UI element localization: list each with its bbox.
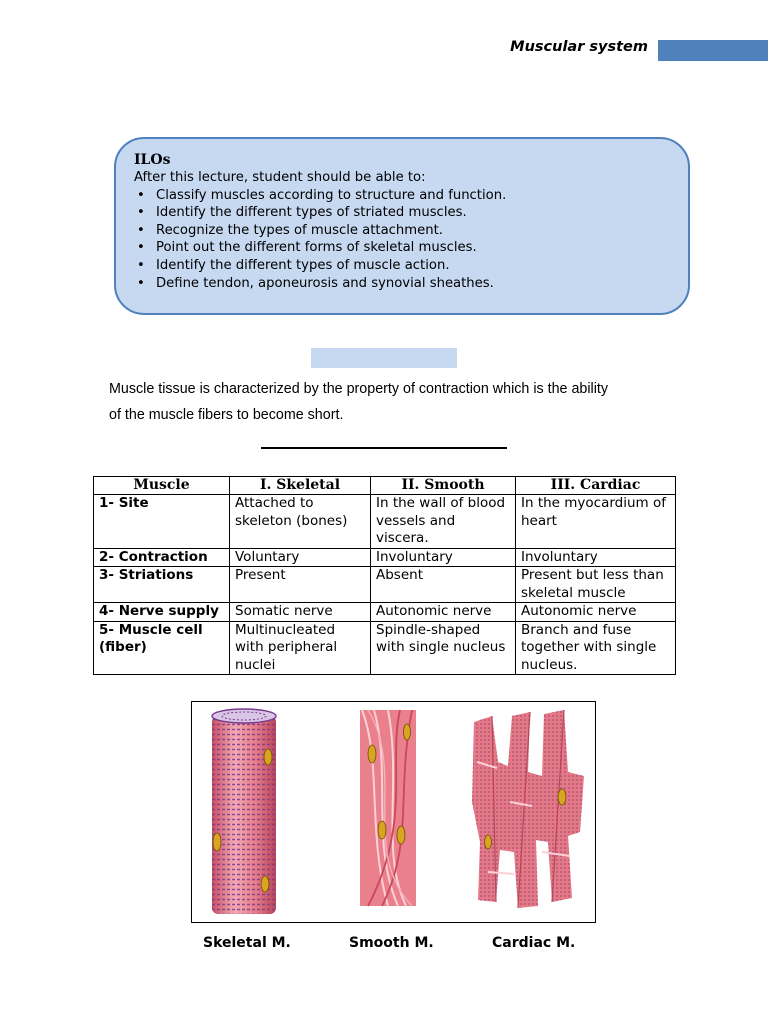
table-cell: Autonomic nerve <box>516 603 676 622</box>
ilos-box <box>114 137 690 315</box>
table-row <box>94 603 676 622</box>
row-label: 1- Site <box>94 495 230 549</box>
table-row <box>94 548 676 567</box>
muscle-fibers-illustration <box>192 702 595 922</box>
ilos-list <box>134 187 670 293</box>
row-label: 3- Striations <box>94 567 230 603</box>
header-accent-bar <box>658 40 768 61</box>
table-header-row <box>94 477 676 495</box>
table-cell: In the wall of blood vessels and viscera. <box>371 495 516 549</box>
column-header: II. Smooth <box>371 477 516 495</box>
section-heading-highlight <box>311 348 457 368</box>
table-row <box>94 567 676 603</box>
page-header-title: Muscular system <box>510 39 648 55</box>
intro-paragraph <box>109 376 669 428</box>
table-cell: Somatic nerve <box>230 603 371 622</box>
table-cell: Voluntary <box>230 548 371 567</box>
ilo-item: • Identify the different types of muscle action. <box>134 257 670 275</box>
skeletal-muscle-fiber <box>212 709 276 914</box>
ilos-title: ILOs <box>134 152 171 168</box>
table-cell: Present but less than skeletal muscle <box>516 567 676 603</box>
table-cell: Branch and fuse together with single nucleus. <box>516 621 676 675</box>
table-cell: Absent <box>371 567 516 603</box>
intro-line: Muscle tissue is characterized by the property of contraction which is the ability <box>109 381 609 397</box>
table-cell: Involuntary <box>371 548 516 567</box>
smooth-caption: Smooth M. <box>349 935 434 951</box>
subheading-underline <box>261 447 507 449</box>
table-cell: Attached to skeleton (bones) <box>230 495 371 549</box>
table-row <box>94 495 676 549</box>
column-header: III. Cardiac <box>516 477 676 495</box>
cardiac-caption: Cardiac M. <box>492 935 576 951</box>
row-label: 4- Nerve supply <box>94 603 230 622</box>
muscle-comparison-table <box>93 476 676 675</box>
table-cell: Spindle-shaped with single nucleus <box>371 621 516 675</box>
ilo-item: • Identify the different types of striated muscles. <box>134 204 670 222</box>
table-cell: In the myocardium of heart <box>516 495 676 549</box>
table-cell: Involuntary <box>516 548 676 567</box>
row-label: 5- Muscle cell (fiber) <box>94 621 230 675</box>
skeletal-caption: Skeletal M. <box>203 935 291 951</box>
ilo-item: • Recognize the types of muscle attachment. <box>134 222 670 240</box>
row-label: 2- Contraction <box>94 548 230 567</box>
table-cell: Present <box>230 567 371 603</box>
ilo-item: • Define tendon, aponeurosis and synovial sheathes. <box>134 275 670 293</box>
intro-line: of the muscle fibers to become short. <box>109 407 344 423</box>
table-cell: Multinucleated with peripheral nuclei <box>230 621 371 675</box>
ilos-intro: After this lecture, student should be able to: <box>134 170 426 185</box>
table-row <box>94 621 676 675</box>
ilo-item: • Point out the different forms of skeletal muscles. <box>134 239 670 257</box>
column-header: Muscle <box>94 477 230 495</box>
ilo-item: • Classify muscles according to structure and function. <box>134 187 670 205</box>
column-header: I. Skeletal <box>230 477 371 495</box>
cardiac-muscle-fibers <box>472 710 584 908</box>
smooth-muscle-fibers <box>360 710 416 906</box>
muscle-types-figure <box>191 701 596 923</box>
table-cell: Autonomic nerve <box>371 603 516 622</box>
